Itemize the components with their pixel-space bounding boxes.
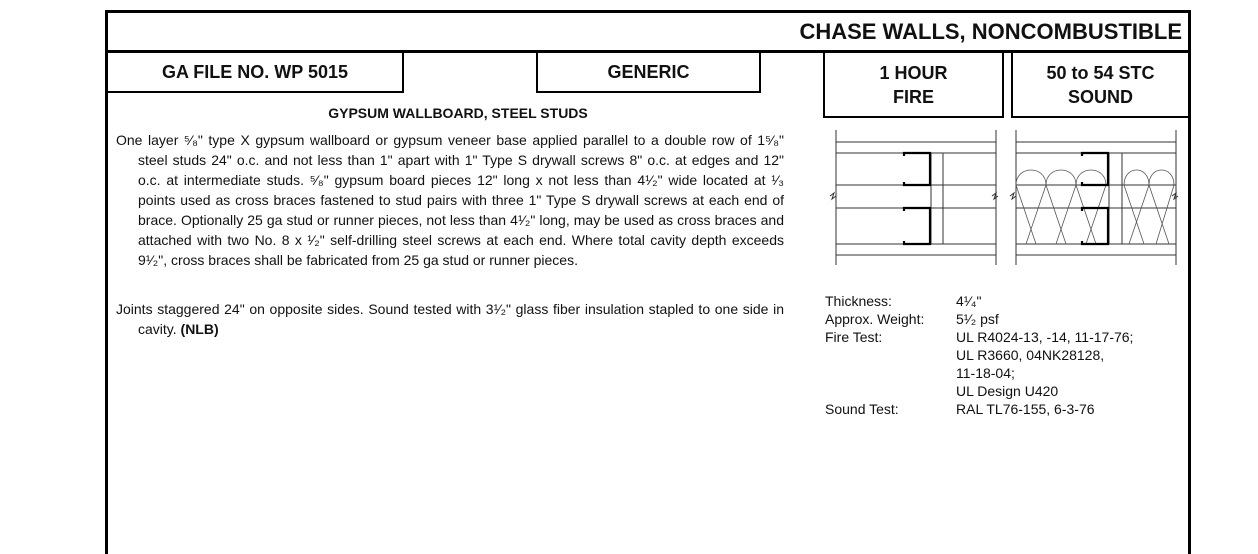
sound-rating-line2: SOUND	[1067, 87, 1133, 107]
description-paragraph-2	[116, 299, 784, 339]
spec-value-line: 11-18-04;	[956, 365, 1015, 381]
specifications-table	[825, 292, 1133, 418]
spec-value: 4¹⁄₄"	[956, 293, 982, 309]
sound-rating-line1: 50 to 54 STC	[1046, 63, 1155, 83]
sound-rating-box	[1011, 53, 1191, 118]
description-paragraph-1: One layer ⁵⁄₈" type X gypsum wallboard or gypsum veneer base applied parallel to a double row of 1⁵⁄₈" steel studs 24" o.c. and not less than 1" apart with 1" Type S drywall screws 8" o.c. at edges and 12" o.c. at intermediate studs. ⁵⁄₈" gypsum board pieces 12" long x not less than 4¹⁄₂" wide located at ¹⁄₃ points used as cross braces fastened to stud pairs with three 1" Type S drywall screws at each end of brace. Optionally 25 ga stud or runner pieces, not less than 4¹⁄₂" long, may be used as cross braces and attached with two No. 8 x ¹⁄₂" self-drilling steel screws at each end. Where total cavity depth exceeds 9¹⁄₂", cross braces shall be fabricated from 25 ga stud or runner pieces.	[116, 132, 784, 268]
fire-rating-line2: FIRE	[892, 87, 934, 107]
spec-label: Approx. Weight:	[825, 311, 925, 327]
spec-row-weight	[825, 310, 1133, 328]
spec-label: Fire Test:	[825, 329, 883, 345]
spec-row-thickness	[825, 292, 1133, 310]
fire-rating-line1: 1 HOUR	[879, 63, 948, 83]
spec-row-fire-test	[825, 328, 1133, 400]
category-box: GENERIC	[536, 53, 761, 93]
spec-label: Sound Test:	[825, 401, 899, 417]
spec-row-sound-test	[825, 400, 1133, 418]
spec-value-line: UL Design U420	[956, 383, 1059, 399]
page-title: CHASE WALLS, NONCOMBUSTIBLE	[105, 10, 1191, 53]
wall-section-diagram-fire	[826, 130, 1006, 265]
nlb-tag: (NLB)	[180, 321, 219, 337]
file-number-box: GA FILE NO. WP 5015	[105, 53, 404, 93]
spec-value: RAL TL76-155, 6-3-76	[956, 401, 1095, 417]
fire-rating-box	[823, 53, 1004, 118]
spec-label: Thickness:	[825, 293, 892, 309]
paragraph-2-text: Joints staggered 24" on opposite sides. Sound tested with 3¹⁄₂" glass fiber insulation stapled to one side in cavity.	[116, 301, 784, 337]
spec-value-line: UL R4024-13, -14, 11-17-76;	[956, 329, 1134, 345]
spec-value	[956, 328, 1133, 400]
spec-value-line: UL R3660, 04NK28128,	[956, 347, 1105, 363]
assembly-subtitle: GYPSUM WALLBOARD, STEEL STUDS	[328, 105, 588, 121]
wall-section-diagram-sound	[1006, 130, 1186, 265]
spec-value: 5¹⁄₂ psf	[956, 311, 999, 327]
